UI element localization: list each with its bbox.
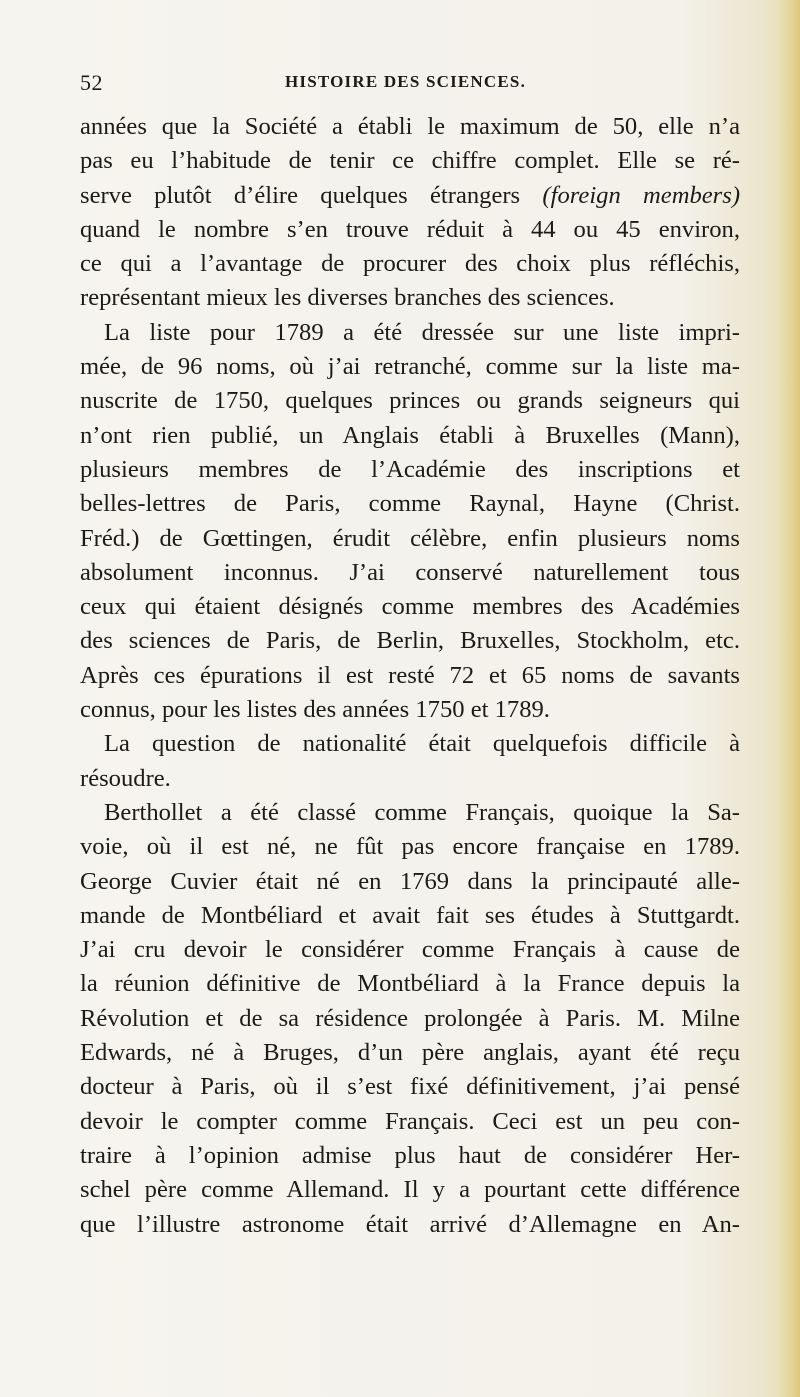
text-line: représentant mieux les diverses branches des sciences. <box>80 284 615 312</box>
page-number: 52 <box>80 70 103 95</box>
text-line: voie, où il est né, ne fût pas encore française en 1789. <box>80 833 740 861</box>
text-line: pas eu l’habitude de tenir ce chiffre complet. Elle se ré- <box>80 147 740 175</box>
page-header <box>80 70 740 100</box>
italic-phrase: (foreign members) <box>542 181 741 209</box>
text-line: quand le nombre s’en trouve réduit à 44 ou 45 environ, <box>80 215 740 243</box>
running-title: HISTOIRE DES SCIENCES. <box>285 72 527 91</box>
text-line: Fréd.) de Gœttingen, érudit célèbre, enfin plusieurs noms <box>80 524 740 552</box>
text-line: des sciences de Paris, de Berlin, Bruxelles, Stockholm, etc. <box>80 627 740 655</box>
text-line: Révolution et de sa résidence prolongée à Paris. M. Milne <box>80 1004 740 1032</box>
paragraph-start: La liste pour 1789 a été dressée sur une liste impri- <box>104 318 740 346</box>
text-line: belles-lettres de Paris, comme Raynal, Hayne (Christ. <box>80 490 740 518</box>
text-line: plusieurs membres de l’Académie des inscriptions et <box>80 455 740 483</box>
paragraph-start: La question de nationalité était quelquefois difficile à <box>104 730 740 758</box>
text-line: schel père comme Allemand. Il y a pourtant cette différence <box>80 1176 740 1204</box>
page-edge-shadow <box>778 0 800 1397</box>
text-line: George Cuvier était né en 1769 dans la principauté alle- <box>80 867 740 895</box>
text-line: connus, pour les listes des années 1750 et 1789. <box>80 696 550 724</box>
text-line: J’ai cru devoir le considérer comme Français à cause de <box>80 936 740 964</box>
text-line: la réunion définitive de Montbéliard à la France depuis la <box>80 970 740 998</box>
text-line-with-italic <box>80 179 740 213</box>
paragraph-start: Berthollet a été classé comme Français, quoique la Sa- <box>104 798 740 826</box>
text-line: années que la Société a établi le maximum de 50, elle n’a <box>80 113 740 140</box>
text-line: devoir le compter comme Français. Ceci est un peu con- <box>80 1107 740 1135</box>
text-line: mée, de 96 noms, où j’ai retranché, comme sur la liste ma- <box>80 353 740 381</box>
text-line: absolument inconnus. J’ai conservé naturellement tous <box>80 558 740 586</box>
body-text <box>80 110 740 1242</box>
text-line: que l’illustre astronome était arrivé d’Allemagne en An- <box>80 1210 740 1238</box>
text-line-start: serve plutôt d’élire quelques étrangers <box>80 181 543 209</box>
text-line: docteur à Paris, où il s’est fixé définitivement, j’ai pensé <box>80 1073 740 1101</box>
text-line: ce qui a l’avantage de procurer des choix plus réfléchis, <box>80 250 740 278</box>
text-line: n’ont rien publié, un Anglais établi à Bruxelles (Mann), <box>80 421 740 449</box>
text-line: résoudre. <box>80 764 171 792</box>
text-line: nuscrite de 1750, quelques princes ou grands seigneurs qui <box>80 387 740 415</box>
text-line: traire à l’opinion admise plus haut de considérer Her- <box>80 1141 740 1169</box>
text-line: Edwards, né à Bruges, d’un père anglais, ayant été reçu <box>80 1039 740 1067</box>
text-line: mande de Montbéliard et avait fait ses études à Stuttgardt. <box>80 901 740 929</box>
text-line: Après ces épurations il est resté 72 et 65 noms de savants <box>80 661 740 689</box>
text-line: ceux qui étaient désignés comme membres des Académies <box>80 593 740 621</box>
